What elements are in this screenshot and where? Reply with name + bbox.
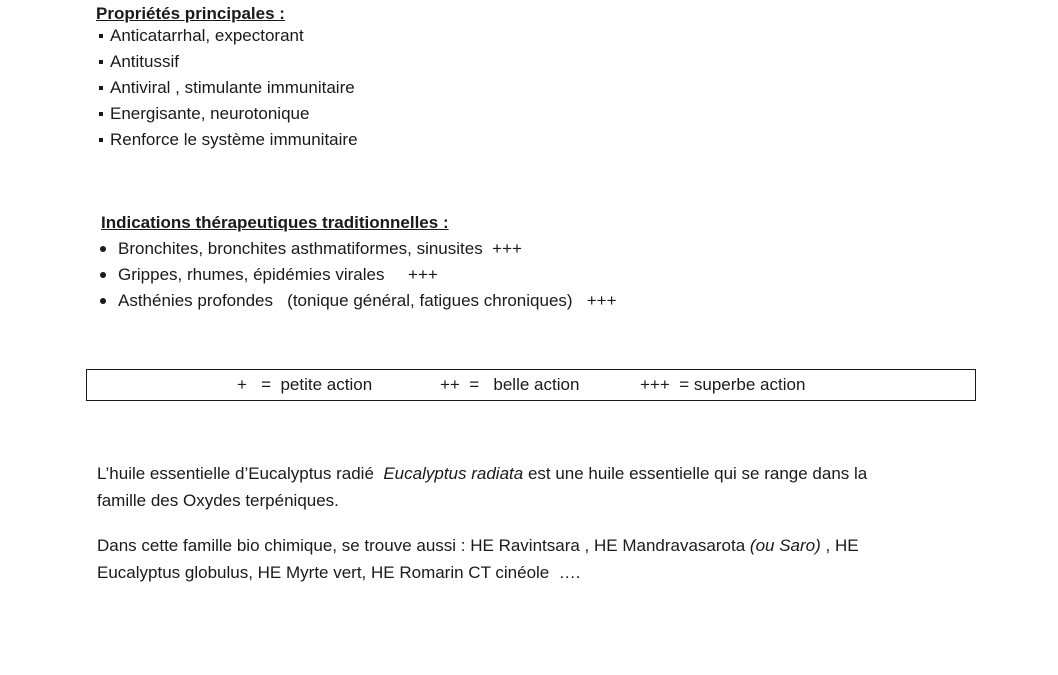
legend-superb-action: +++ = superbe action [640, 375, 806, 394]
list-item-text: Renforce le système immunitaire [110, 130, 358, 149]
paragraph-line: famille des Oxydes terpéniques. [97, 491, 339, 510]
list-item [99, 127, 358, 153]
list-item [100, 236, 617, 262]
paragraph-line: Eucalyptus globulus, HE Myrte vert, HE Romarin CT cinéole …. [97, 563, 581, 582]
square-bullet-icon [99, 138, 103, 142]
round-bullet-icon [100, 246, 106, 252]
list-item [99, 23, 358, 49]
paragraph-line [97, 532, 977, 559]
properties-list [99, 23, 358, 153]
legend-small-action: + = petite action [237, 375, 373, 394]
list-item [100, 288, 617, 314]
round-bullet-icon [100, 272, 106, 278]
paragraph-line [97, 460, 977, 487]
alternate-name: (ou Saro) [749, 536, 821, 555]
species-name: Eucalyptus radiata [383, 464, 524, 483]
legend-good-action: ++ = belle action [440, 375, 580, 394]
paragraph-text: Dans cette famille bio chimique, se trouve aussi : HE Ravintsara , HE Mandravasarota [97, 536, 750, 555]
list-item [100, 262, 617, 288]
list-item-text: Anticatarrhal, expectorant [110, 26, 304, 45]
paragraph-family [97, 532, 977, 586]
square-bullet-icon [99, 34, 103, 38]
square-bullet-icon [99, 60, 103, 64]
list-item [99, 101, 358, 127]
round-bullet-icon [100, 298, 106, 304]
paragraph-text: L’huile essentielle d’Eucalyptus radié [97, 464, 384, 483]
list-item [99, 49, 358, 75]
list-item-text: Energisante, neurotonique [110, 104, 310, 123]
properties-heading: Propriétés principales : [96, 4, 285, 23]
paragraph-text: est une huile essentielle qui se range dans la [523, 464, 868, 483]
square-bullet-icon [99, 112, 103, 116]
list-item-text: Asthénies profondes (tonique général, fatigues chroniques) +++ [118, 291, 617, 310]
paragraph-text: , HE [820, 536, 859, 555]
list-item [99, 75, 358, 101]
square-bullet-icon [99, 86, 103, 90]
list-item-text: Antiviral , stimulante immunitaire [110, 78, 355, 97]
list-item-text: Bronchites, bronchites asthmatiformes, sinusites +++ [118, 239, 522, 258]
list-item-text: Grippes, rhumes, épidémies virales +++ [118, 265, 438, 284]
legend-box [86, 369, 976, 401]
indications-heading: Indications thérapeutiques traditionnelles : [101, 213, 449, 232]
list-item-text: Antitussif [110, 52, 179, 71]
paragraph-eucalyptus [97, 460, 977, 514]
indications-list [100, 236, 617, 314]
